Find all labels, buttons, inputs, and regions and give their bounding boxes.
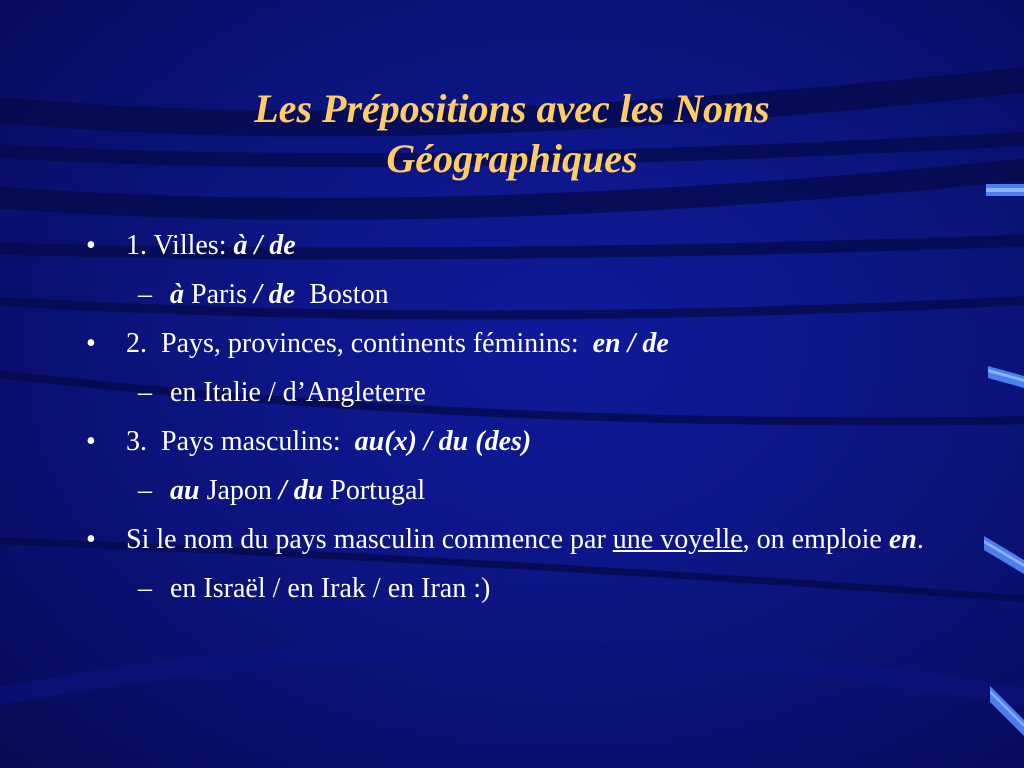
sub-bullet-pays-masculins-example [86, 471, 946, 511]
bullet-text: . [916, 524, 924, 555]
bullet-list [86, 226, 946, 618]
accent-bar-1 [986, 184, 1024, 196]
example-slash: / [372, 573, 381, 604]
example-text: en Irak [280, 573, 373, 604]
example-text: en Iran :) [380, 573, 491, 604]
bullet-pays-feminins [86, 324, 946, 364]
bullet-text: 3. Pays masculins: [126, 426, 355, 457]
title-line-2: Géographiques [386, 136, 638, 181]
example-text: Boston [295, 279, 389, 310]
bullet-text: , on emploie [742, 524, 889, 555]
sub-bullet-villes-example [86, 275, 946, 315]
dash-marker: – [138, 279, 152, 310]
accent-bar-3 [984, 536, 1024, 574]
bullet-marker: • [86, 524, 96, 555]
example-preposition: de [268, 279, 296, 310]
dash-marker: – [138, 475, 152, 506]
bullet-emphasis: à / de [233, 230, 296, 261]
bullet-marker: • [86, 230, 96, 261]
example-slash: / [272, 573, 281, 604]
accent-bar-2 [988, 366, 1024, 388]
bullet-text: Si le nom du pays masculin commence par [126, 524, 613, 555]
bullet-emphasis: en [888, 524, 917, 555]
bullet-text: 2. Pays, provinces, continents féminins: [126, 328, 593, 359]
title-line-1: Les Prépositions avec les Noms [254, 86, 770, 131]
dash-marker: – [138, 573, 152, 604]
example-text: en Italie / d’Angleterre [170, 377, 426, 408]
bullet-text: 1. Villes: [126, 230, 234, 261]
example-text: en Israël [170, 573, 273, 604]
bullet-marker: • [86, 328, 96, 359]
bullet-emphasis: en / de [592, 328, 669, 359]
example-slash: / [254, 279, 262, 310]
example-text: Portugal [323, 475, 426, 506]
slide-title [0, 84, 1024, 184]
example-slash: / [278, 475, 287, 506]
example-preposition: au [170, 475, 200, 506]
bullet-villes [86, 226, 946, 266]
underlined-term: une voyelle [612, 524, 743, 555]
example-text: Paris [184, 279, 254, 310]
bullet-voyelle-rule [86, 520, 946, 560]
example-text: Japon [199, 475, 279, 506]
bullet-emphasis: au(x) / du (des) [354, 426, 532, 457]
bullet-marker: • [86, 426, 96, 457]
example-preposition: à [170, 279, 184, 310]
sub-bullet-pays-feminins-example [86, 373, 946, 413]
example-space [287, 475, 294, 506]
dash-marker: – [138, 377, 152, 408]
example-preposition: du [293, 475, 324, 506]
bullet-pays-masculins [86, 422, 946, 462]
sub-bullet-voyelle-example [86, 569, 946, 609]
example-space [262, 279, 269, 310]
